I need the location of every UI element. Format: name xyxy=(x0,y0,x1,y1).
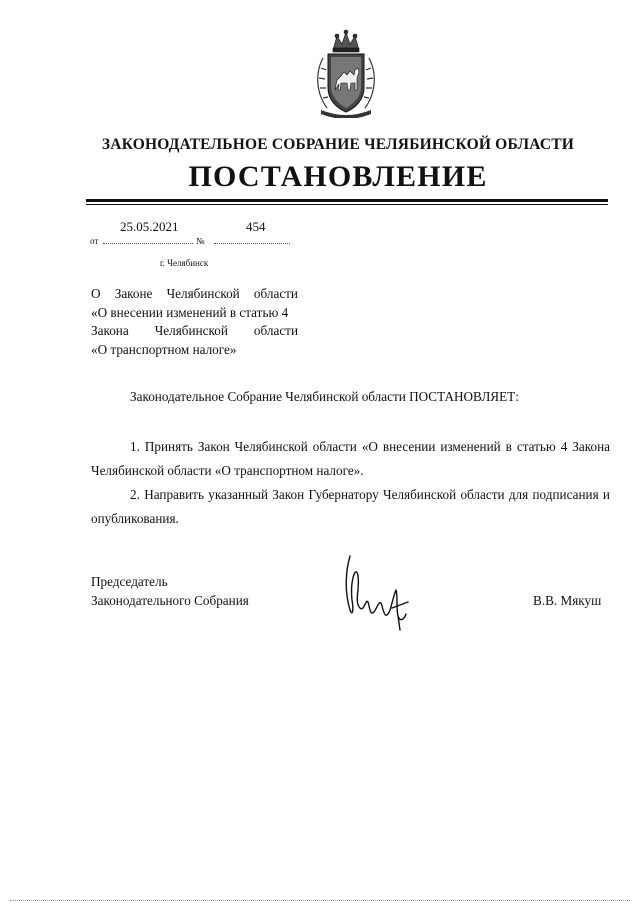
city-label: г. Челябинск xyxy=(160,258,209,268)
header-divider-thick xyxy=(86,199,608,202)
number-sign-label: № xyxy=(196,236,205,246)
document-type-title: ПОСТАНОВЛЕНИЕ xyxy=(188,160,488,193)
header-divider-thin xyxy=(86,204,608,205)
document-subject xyxy=(91,285,298,359)
subject-line: «О транспортном налоге» xyxy=(91,341,237,357)
document-date: 25.05.2021 xyxy=(120,219,179,234)
coat-of-arms-icon xyxy=(313,28,379,118)
subject-line: Закона Челябинской области xyxy=(91,323,298,338)
signer-position-line2: Законодательного Собрания xyxy=(91,593,249,608)
resolution-item-2: 2. Направить указанный Закон Губернатору Челябинской области для подписания и опубликования. xyxy=(91,487,610,526)
organization-title: ЗАКОНОДАТЕЛЬНОЕ СОБРАНИЕ ЧЕЛЯБИНСКОЙ ОБЛАСТИ xyxy=(101,136,575,153)
resolution-statement: Законодательное Собрание Челябинской области ПОСТАНОВЛЯЕТ: xyxy=(130,389,519,404)
document-number: 454 xyxy=(246,219,266,234)
page-bottom-edge xyxy=(10,900,630,901)
subject-line: «О внесении изменений в статью 4 xyxy=(91,304,289,320)
resolution-item-1: 1. Принять Закон Челябинской области «О внесении изменений в статью 4 Закона Челябинской области «О транспортном налоге». xyxy=(91,439,610,478)
number-underline xyxy=(214,243,290,244)
signer-name: В.В. Мякуш xyxy=(533,593,602,608)
subject-line: О Законе Челябинской области xyxy=(91,286,298,301)
date-underline xyxy=(103,243,193,244)
signer-position-line1: Председатель xyxy=(91,574,168,589)
from-label: от xyxy=(90,236,99,246)
handwritten-signature xyxy=(336,550,416,632)
resolution-items xyxy=(91,435,610,531)
